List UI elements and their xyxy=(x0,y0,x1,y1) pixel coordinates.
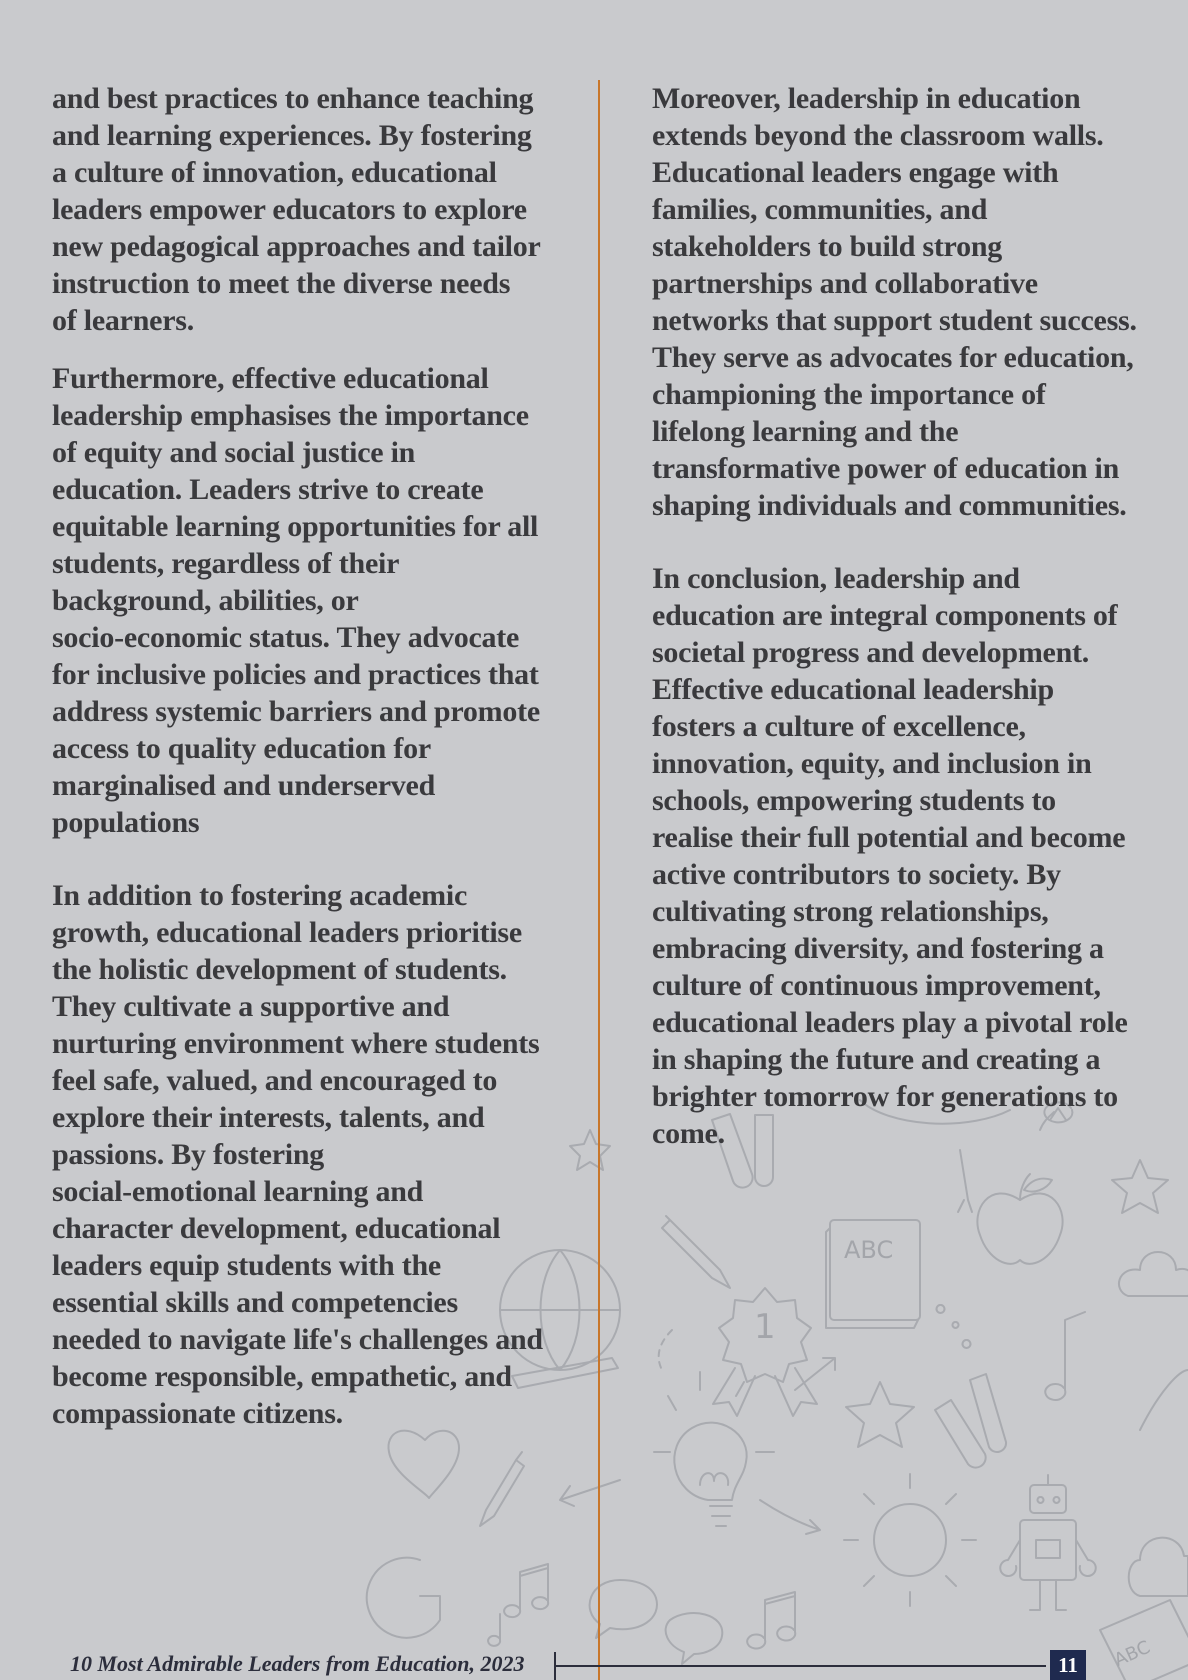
left-column xyxy=(52,80,572,1432)
robot-icon xyxy=(1000,1475,1095,1610)
music-note-icon xyxy=(1045,1312,1085,1400)
test-tubes-icon xyxy=(935,1374,1006,1468)
speech-bubble-icon xyxy=(590,1580,723,1664)
paragraph-holistic-development: In addition to fostering academic growth, educational leaders prioritise the holistic development of students. They cultivate a supportive and nurturing environment where students feel safe, valued, and encouraged to explore their interests, talents, and passions. By fostering social-emotional learning and character development, educational leaders equip students with the essential skills and competencies needed to navigate life's challenges and become responsible, empathetic, and compassionate citizens. xyxy=(52,879,543,1430)
pencil-icon xyxy=(480,1452,524,1526)
right-column xyxy=(652,80,1172,1152)
heart-icon xyxy=(388,1431,459,1498)
cloud-icon xyxy=(1119,1252,1188,1296)
apple-icon xyxy=(977,1174,1062,1264)
paragraph-beyond-classroom: Moreover, leadership in education extends beyond the classroom walls. Educational leaders engage with families, communities, and stakeholders to build strong partnerships and collaborative networks that support student success. They serve as advocates for education, championing the importance of lifelong learning and the transformative power of education in shaping individuals and communities. xyxy=(652,82,1137,522)
lightbulb-icon xyxy=(674,1423,746,1526)
footer-rule xyxy=(554,1665,1046,1667)
abc-book-icon xyxy=(826,1220,920,1328)
ribbon-number: 1 xyxy=(754,1307,776,1347)
book-label: ABC xyxy=(844,1236,894,1264)
pencil-icon xyxy=(662,1216,730,1288)
sun-icon xyxy=(844,1474,976,1606)
music-note-icon xyxy=(504,1564,548,1617)
paragraph-conclusion: In conclusion, leadership and education are integral components of societal progress and development. Effective educational leadership fosters a culture of excellence, innovation, equity, and inclusion in schools, empowering students to realise their full potential and become active contributors to society. By cultivating strong relationships, embracing diversity, and fostering a culture of continuous improvement, educational leaders play a pivotal role in shaping the future and creating a brighter tomorrow for generations to come. xyxy=(652,562,1128,1150)
cloud-icon xyxy=(1129,1538,1188,1596)
paragraph-equity: Furthermore, effective educational leadership emphasises the importance of equity and social justice in education. Leaders strive to create equitable learning opportunities for all students, regardless of their background, abilities, or socio-economic status. They advocate for inclusive policies and practices that address systemic barriers and promote access to quality education for marginalised and underserved populations xyxy=(52,362,540,839)
star-icon xyxy=(846,1382,914,1447)
award-ribbon-icon xyxy=(713,1288,817,1416)
star-icon xyxy=(1112,1160,1168,1213)
music-note-icon xyxy=(747,1592,795,1649)
paragraph-best-practices: and best practices to enhance teaching and learning experiences. By fostering a culture of innovation, educational leaders empower educators to explore new pedagogical approaches and tailor instruction to meet the diverse needs of learners. xyxy=(52,82,541,337)
footer-publication-title: 10 Most Admirable Leaders from Education, 2023 xyxy=(70,1651,525,1676)
corner-label: ABC xyxy=(1111,1636,1154,1672)
column-divider xyxy=(598,80,600,1680)
page-number-badge: 11 xyxy=(1050,1650,1086,1680)
